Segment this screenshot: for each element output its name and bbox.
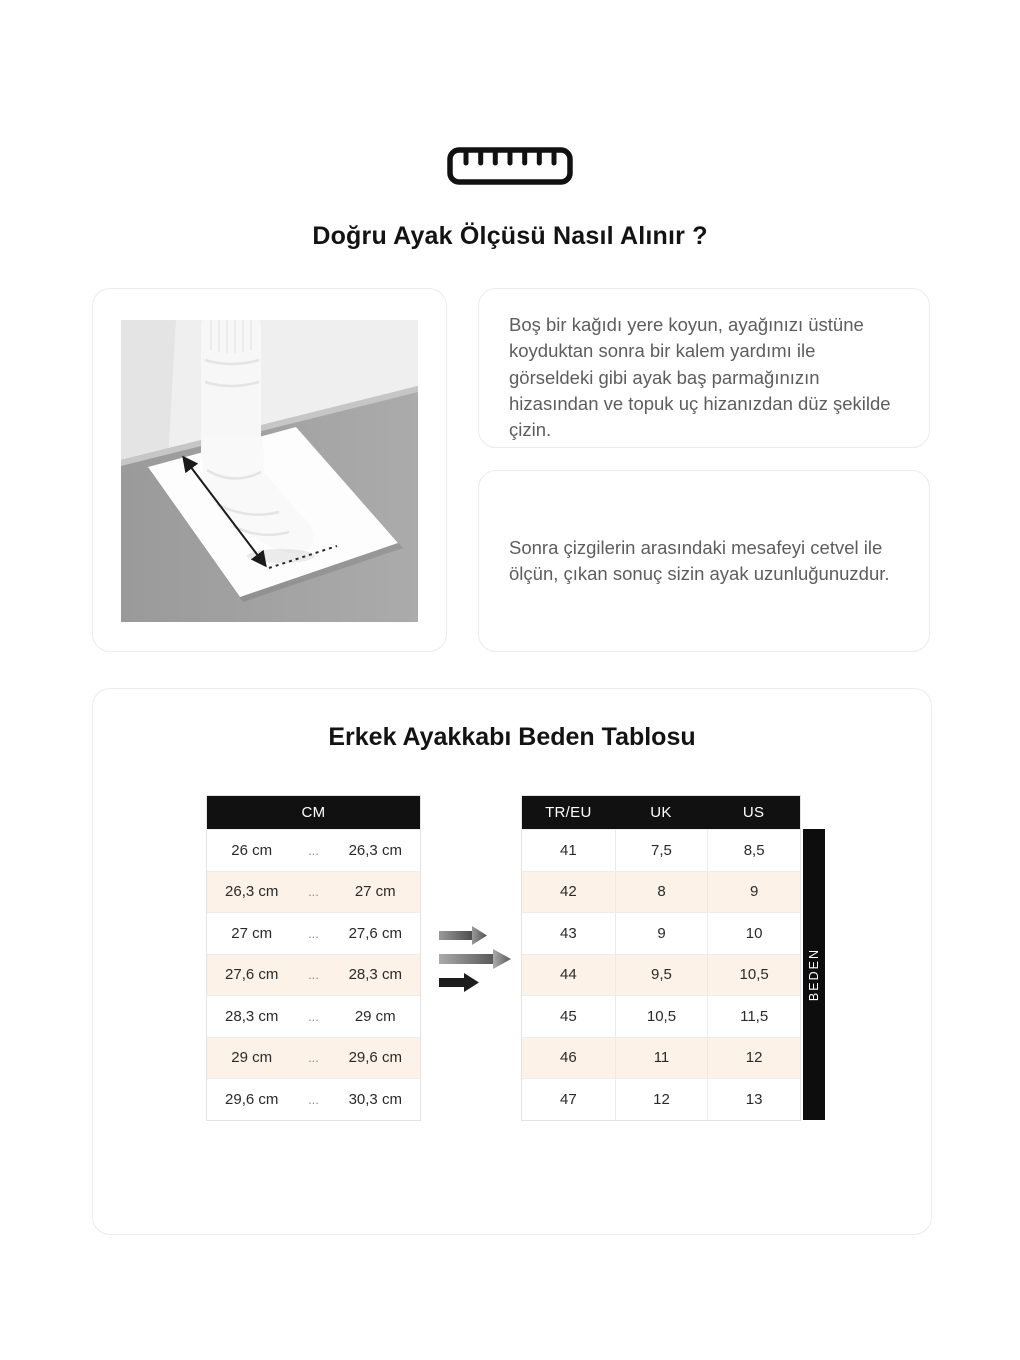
eu-cell: 13 bbox=[707, 1079, 800, 1120]
eu-table-header bbox=[522, 796, 800, 829]
eu-cell: 10,5 bbox=[707, 955, 800, 996]
size-table-title: Erkek Ayakkabı Beden Tablosu bbox=[328, 723, 696, 751]
beden-label: BEDEN bbox=[807, 947, 821, 1002]
cm-cell: 27 cm bbox=[354, 883, 396, 901]
eu-table-row bbox=[522, 829, 800, 871]
cm-table-row bbox=[207, 871, 420, 913]
cm-cell: 28,3 cm bbox=[348, 966, 402, 984]
eu-cell: 47 bbox=[559, 1090, 577, 1108]
eu-cell: 42 bbox=[559, 883, 577, 901]
beden-side-bar bbox=[803, 829, 825, 1120]
cm-cell: 29 cm bbox=[231, 1049, 273, 1067]
eu-table-row bbox=[522, 871, 800, 913]
eu-cell: 8,5 bbox=[707, 830, 800, 871]
cm-cell: ... bbox=[308, 884, 319, 900]
cm-cell: 26 cm bbox=[231, 841, 273, 859]
photo-card bbox=[92, 288, 447, 652]
ruler-icon-wrap bbox=[0, 146, 1020, 186]
eu-header-us: US bbox=[742, 804, 765, 821]
eu-cell: 46 bbox=[559, 1049, 577, 1067]
eu-cell: 11,5 bbox=[707, 996, 800, 1037]
cm-table-row bbox=[207, 995, 420, 1037]
eu-header-tr-eu: TR/EU bbox=[545, 804, 592, 821]
eu-cell: 12 bbox=[707, 1038, 800, 1079]
cm-cell: 29,6 cm bbox=[225, 1090, 279, 1108]
eu-cell: 41 bbox=[559, 841, 577, 859]
ruler-icon bbox=[446, 146, 574, 186]
cm-cell: 30,3 cm bbox=[348, 1090, 402, 1108]
eu-table bbox=[521, 795, 801, 1121]
eu-cell: 7,5 bbox=[615, 830, 708, 871]
eu-table-row bbox=[522, 1037, 800, 1079]
instruction-step-2: Sonra çizgilerin arasındaki mesafeyi cetvel ile ölçün, çıkan sonuç sizin ayak uzunluğunuzdur. bbox=[509, 536, 890, 584]
cm-table-header: CM bbox=[207, 796, 420, 829]
cm-cell: 26,3 cm bbox=[348, 841, 402, 859]
size-table-card bbox=[92, 688, 932, 1235]
eu-table-row bbox=[522, 1078, 800, 1120]
cm-cell: ... bbox=[308, 842, 319, 858]
eu-table-row bbox=[522, 995, 800, 1037]
eu-cell: 43 bbox=[559, 924, 577, 942]
cm-table-row bbox=[207, 912, 420, 954]
cm-table-row bbox=[207, 829, 420, 871]
eu-cell: 45 bbox=[559, 1007, 577, 1025]
cm-cell: ... bbox=[308, 925, 319, 941]
cm-cell: ... bbox=[308, 1050, 319, 1066]
cm-cell: 29,6 cm bbox=[348, 1049, 402, 1067]
eu-cell: 9 bbox=[615, 913, 708, 954]
cm-cell: ... bbox=[308, 1008, 319, 1024]
cm-cell: 27,6 cm bbox=[348, 924, 402, 942]
eu-table-row bbox=[522, 954, 800, 996]
page-title: Doğru Ayak Ölçüsü Nasıl Alınır ? bbox=[312, 222, 708, 250]
instruction-card-2 bbox=[478, 470, 930, 652]
cm-table-row bbox=[207, 1037, 420, 1079]
instruction-card-1 bbox=[478, 288, 930, 448]
cm-cell: ... bbox=[308, 1091, 319, 1107]
eu-cell: 9,5 bbox=[615, 955, 708, 996]
cm-cell: 27 cm bbox=[231, 924, 273, 942]
instruction-step-1: Boş bir kağıdı yere koyun, ayağınızı üstüne koyduktan sonra bir kalem yardımı ile görseldeki gibi ayak baş parmağınızın hizasından ve topuk uç hizanızdan düz şekilde çizin. bbox=[509, 314, 891, 441]
eu-cell: 10,5 bbox=[615, 996, 708, 1037]
cm-table bbox=[206, 795, 421, 1121]
eu-table-row bbox=[522, 912, 800, 954]
eu-cell: 12 bbox=[615, 1079, 708, 1120]
eu-header-uk: UK bbox=[650, 804, 672, 821]
eu-cell: 10 bbox=[707, 913, 800, 954]
transfer-arrows-icon bbox=[437, 923, 513, 998]
cm-cell: 26,3 cm bbox=[225, 883, 279, 901]
eu-table-body bbox=[522, 829, 800, 1120]
foot-measurement-illustration bbox=[121, 320, 418, 622]
cm-table-body bbox=[207, 829, 420, 1120]
cm-cell: 27,6 cm bbox=[225, 966, 279, 984]
cm-cell: ... bbox=[308, 967, 319, 983]
eu-cell: 11 bbox=[615, 1038, 708, 1079]
eu-cell: 44 bbox=[559, 966, 577, 984]
eu-cell: 8 bbox=[615, 872, 708, 913]
cm-cell: 29 cm bbox=[354, 1007, 396, 1025]
cm-table-row bbox=[207, 954, 420, 996]
cm-cell: 28,3 cm bbox=[225, 1007, 279, 1025]
eu-cell: 9 bbox=[707, 872, 800, 913]
cm-table-row bbox=[207, 1078, 420, 1120]
